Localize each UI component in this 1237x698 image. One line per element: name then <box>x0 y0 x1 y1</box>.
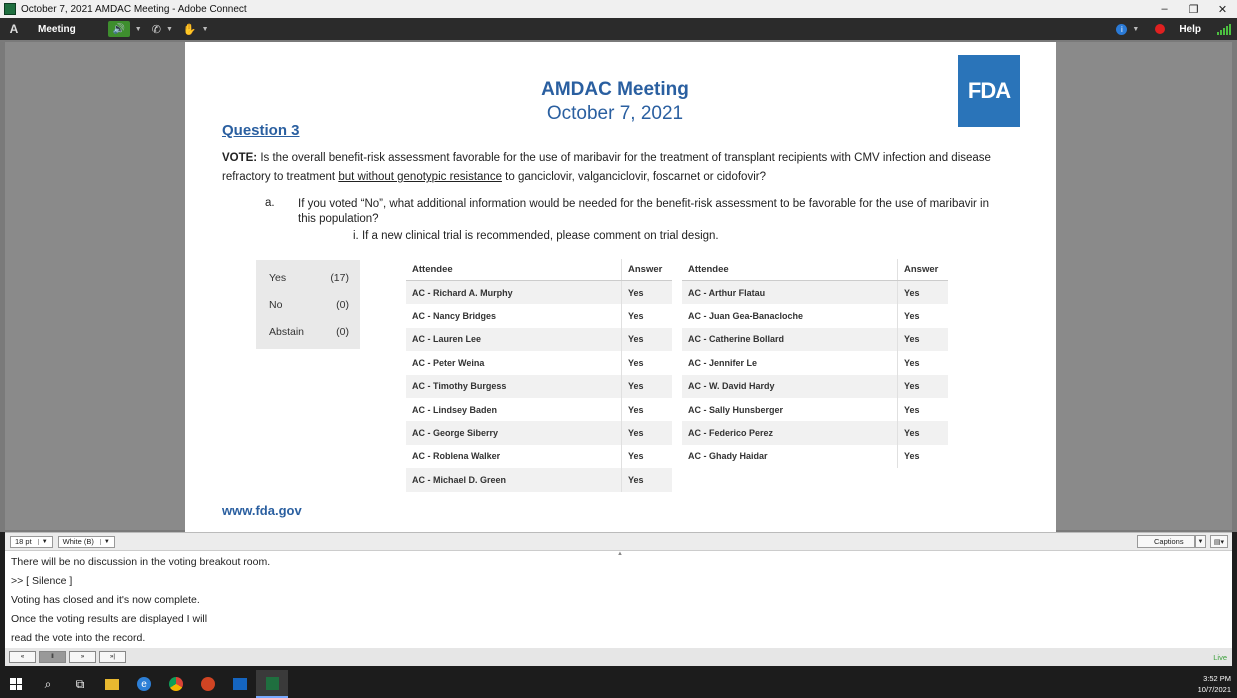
presentation-slide <box>185 42 1056 532</box>
caption-line: >> [ Silence ] <box>11 575 73 587</box>
attendee-answer: Yes <box>628 357 644 368</box>
table-row <box>682 281 948 304</box>
attendee-name: AC - Michael D. Green <box>406 468 622 491</box>
table-row <box>682 375 948 398</box>
info-dropdown-icon[interactable]: ▼ <box>1132 25 1140 33</box>
attendee-name: AC - Jennifer Le <box>682 351 898 374</box>
tally-row <box>256 264 360 291</box>
table-row <box>406 351 672 374</box>
captions-dropdown-icon[interactable]: ▼ <box>1195 535 1206 548</box>
share-pod <box>0 40 1237 532</box>
captions-pod <box>5 550 1232 648</box>
adobe-connect-taskbar-icon[interactable] <box>256 670 288 698</box>
table-row <box>682 328 948 351</box>
slide-date: October 7, 2021 <box>546 103 684 124</box>
attendee-name: AC - Timothy Burgess <box>406 375 622 398</box>
minimize-button[interactable]: – <box>1161 3 1168 15</box>
attendee-answer: Yes <box>904 357 920 368</box>
clock-time: 3:52 PM <box>1203 674 1231 683</box>
sub-question-a: If you voted “No”, what additional information would be needed for the benefit-risk assessment to be favorable for the use of maribavir in this population? <box>298 198 990 225</box>
tally-count: (0) <box>336 298 349 311</box>
connect-menubar <box>0 18 1237 40</box>
attendee-answer: Yes <box>628 474 644 485</box>
caption-line: read the vote into the record. <box>11 632 146 644</box>
edge-browser-icon[interactable]: e <box>128 670 160 698</box>
attendee-name: AC - Catherine Bollard <box>682 328 898 351</box>
attendee-name: AC - Arthur Flatau <box>682 281 898 304</box>
table-row <box>406 468 672 491</box>
adobe-connect-app-icon <box>4 3 16 15</box>
pod-options-icon[interactable]: ▤▾ <box>1210 535 1228 548</box>
caption-line: Once the voting results are displayed I will <box>11 613 208 625</box>
attendee-answer: Yes <box>628 428 644 439</box>
sub-question-i: i. If a new clinical trial is recommended, please comment on trial design. <box>353 230 719 242</box>
system-clock[interactable] <box>1198 673 1231 695</box>
attendee-answer: Yes <box>904 404 920 415</box>
window-title: October 7, 2021 AMDAC Meeting - Adobe Connect <box>21 3 247 15</box>
attendee-answer: Yes <box>628 287 644 298</box>
vote-question <box>222 149 1022 187</box>
fda-logo: FDA <box>958 55 1020 127</box>
answer-header: Answer <box>904 264 939 275</box>
pause-button[interactable]: ‖ <box>39 651 66 663</box>
table-row <box>406 304 672 327</box>
speaker-dropdown-icon[interactable]: ▼ <box>134 25 142 33</box>
table-header <box>406 259 672 281</box>
attendee-name: AC - Sally Hunsberger <box>682 398 898 421</box>
table-row <box>682 445 948 468</box>
windows-taskbar <box>0 670 1237 698</box>
table-row <box>406 398 672 421</box>
table-row <box>682 351 948 374</box>
attendee-name: AC - Roblena Walker <box>406 445 622 468</box>
attendee-name: AC - Peter Weina <box>406 351 622 374</box>
tally-row <box>256 291 360 318</box>
font-size-select[interactable] <box>10 536 53 548</box>
fda-url: www.fda.gov <box>222 503 302 518</box>
attendee-table-right <box>682 259 948 468</box>
start-button[interactable] <box>0 670 32 698</box>
vote-underlined: but without genotypic resistance <box>338 171 502 183</box>
tally-label: No <box>269 298 283 311</box>
connection-signal-icon <box>1217 23 1231 35</box>
table-header <box>682 259 948 281</box>
question-label: Question 3 <box>222 122 300 139</box>
close-button[interactable]: ✕ <box>1217 3 1228 16</box>
attendee-name: AC - Juan Gea-Banacloche <box>682 304 898 327</box>
chevron-down-icon: ▼ <box>100 539 110 545</box>
attendee-answer: Yes <box>904 287 920 298</box>
window-titlebar <box>0 0 1237 18</box>
file-explorer-icon[interactable] <box>96 670 128 698</box>
font-size-value: 18 pt <box>15 537 32 546</box>
status-dropdown-icon[interactable]: ▼ <box>201 25 209 33</box>
attendee-answer: Yes <box>628 334 644 345</box>
attendee-answer: Yes <box>904 428 920 439</box>
answer-header: Answer <box>628 264 663 275</box>
font-color-select[interactable] <box>58 536 115 548</box>
restore-button[interactable]: ❐ <box>1188 3 1199 16</box>
task-view-icon[interactable]: ⧉ <box>75 676 85 691</box>
attendee-name: AC - George Siberry <box>406 421 622 444</box>
tally-label: Abstain <box>269 325 305 338</box>
table-row <box>682 304 948 327</box>
info-icon[interactable]: i <box>1116 24 1127 35</box>
vote-prefix: VOTE: <box>222 152 258 164</box>
attendee-table-left <box>406 259 672 492</box>
attendee-answer: Yes <box>628 381 644 392</box>
tally-row <box>256 318 360 345</box>
caption-line: Voting has closed and it's now complete. <box>11 594 200 606</box>
rewind-button[interactable]: « <box>9 651 36 663</box>
table-row <box>406 421 672 444</box>
tally-count: (0) <box>336 325 349 338</box>
clock-date: 10/7/2021 <box>1197 685 1231 694</box>
attendee-header: Attendee <box>682 259 898 280</box>
resize-grip-icon[interactable]: ▲ <box>617 551 623 557</box>
chevron-down-icon: ▼ <box>38 539 48 545</box>
attendee-name: AC - Nancy Bridges <box>406 304 622 327</box>
live-indicator: Live <box>1213 652 1227 662</box>
attendee-answer: Yes <box>628 311 644 322</box>
tally-count: (17) <box>330 271 349 284</box>
powerpoint-icon[interactable] <box>192 670 224 698</box>
table-row <box>682 398 948 421</box>
attendee-header: Attendee <box>406 259 622 280</box>
font-color-value: White (B) <box>62 537 94 546</box>
raise-hand-icon[interactable]: ✋ <box>182 23 197 36</box>
slide-title: AMDAC Meeting <box>541 79 689 100</box>
captions-toolbar <box>5 532 1232 550</box>
attendee-name: AC - W. David Hardy <box>682 375 898 398</box>
chrome-icon[interactable] <box>160 670 192 698</box>
recording-icon[interactable] <box>1155 24 1165 34</box>
attendee-answer: Yes <box>904 334 920 345</box>
phone-icon[interactable]: ✆ <box>151 23 161 36</box>
help-menu[interactable]: Help <box>1179 23 1201 35</box>
outlook-icon[interactable] <box>224 670 256 698</box>
vote-text-part1: Is the overall benefit-risk assessment favorable for the use of maribavir for the treatment of transplant recipients with CMV infection and disease refractory to treatment <box>222 152 991 183</box>
tally-label: Yes <box>269 271 287 284</box>
table-row <box>682 421 948 444</box>
sub-question-marker: a. <box>265 197 275 209</box>
attendee-name: AC - Richard A. Murphy <box>406 281 622 304</box>
attendee-name: AC - Lauren Lee <box>406 328 622 351</box>
search-icon[interactable]: ⌕ <box>44 676 52 691</box>
table-row <box>406 328 672 351</box>
adobe-logo-icon: A <box>9 22 19 36</box>
meeting-menu[interactable]: Meeting <box>38 23 76 35</box>
vote-tally <box>256 260 360 349</box>
speaker-icon[interactable]: 🔊 <box>108 21 130 37</box>
vote-text-part2: to ganciclovir, valganciclovir, foscarnet or cidofovir? <box>501 171 766 183</box>
phone-dropdown-icon[interactable]: ▼ <box>165 25 173 33</box>
attendee-answer: Yes <box>628 451 644 462</box>
caption-line: There will be no discussion in the voting breakout room. <box>11 556 271 568</box>
attendee-answer: Yes <box>904 451 920 462</box>
attendee-name: AC - Ghady Haidar <box>682 445 898 468</box>
caption-controls <box>5 648 1232 666</box>
attendee-answer: Yes <box>628 404 644 415</box>
table-row <box>406 445 672 468</box>
jump-to-end-button[interactable]: »| <box>99 651 126 663</box>
windows-logo-icon <box>10 678 22 690</box>
table-row <box>406 375 672 398</box>
attendee-answer: Yes <box>904 381 920 392</box>
forward-button[interactable]: » <box>69 651 96 663</box>
captions-button[interactable]: Captions <box>1137 535 1195 548</box>
attendee-name: AC - Federico Perez <box>682 421 898 444</box>
attendee-name: AC - Lindsey Baden <box>406 398 622 421</box>
attendee-answer: Yes <box>904 311 920 322</box>
table-row <box>406 281 672 304</box>
